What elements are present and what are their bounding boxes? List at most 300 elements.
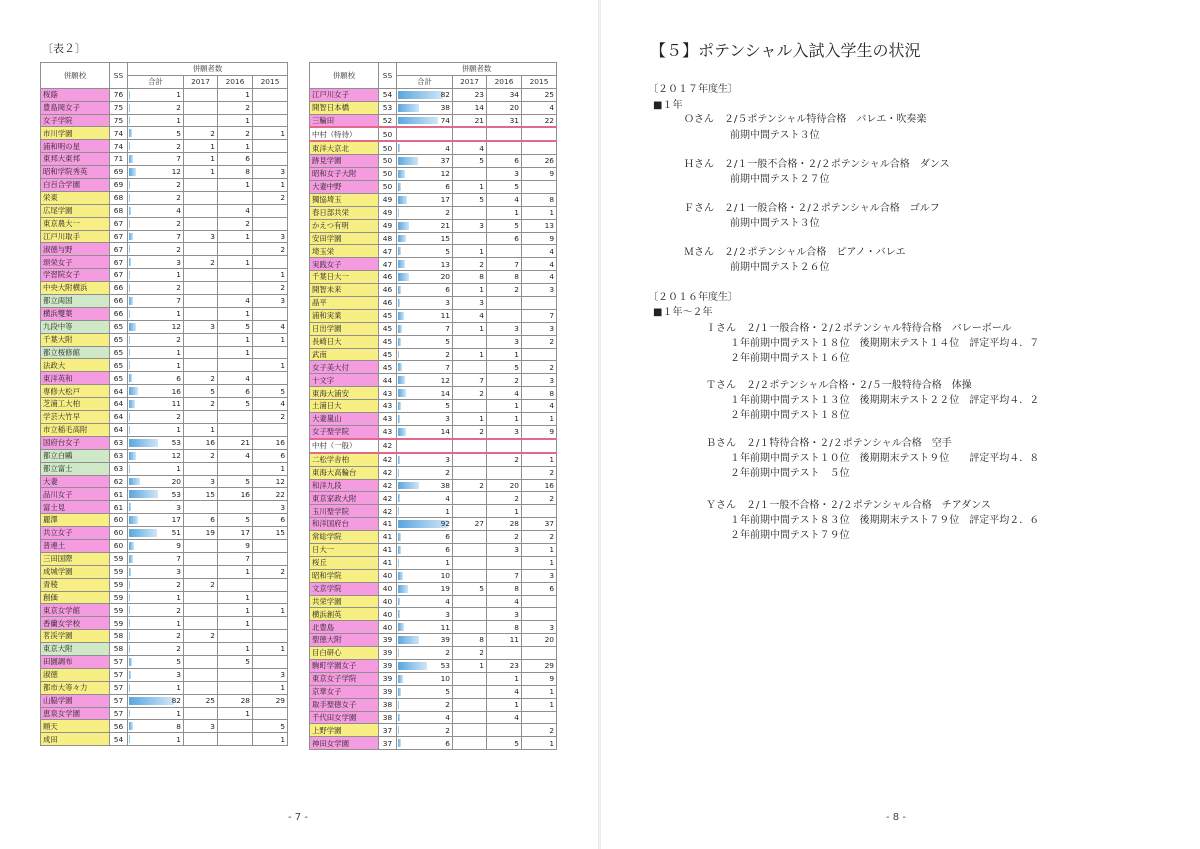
value-2017: 27 <box>453 518 487 531</box>
school-name: 三輪田 <box>310 114 379 127</box>
value-2015: 2 <box>522 724 557 737</box>
value-2017 <box>453 737 487 750</box>
total-cell <box>397 400 453 413</box>
value-2016: 1 <box>218 256 253 269</box>
value-2016: 1 <box>218 591 253 604</box>
table-label: 〔表２〕 <box>42 42 86 55</box>
total-bar <box>129 568 131 576</box>
school-name: 武南 <box>310 348 379 361</box>
total-value: 12 <box>440 169 450 179</box>
value-2015 <box>522 297 557 310</box>
ss-value: 44 <box>379 374 397 387</box>
value-2017: 3 <box>184 230 218 243</box>
total-bar <box>398 363 402 371</box>
total-bar <box>129 735 130 743</box>
header-ss: SS <box>379 63 397 89</box>
table-row <box>310 685 557 698</box>
value-2017: 16 <box>184 436 218 449</box>
ss-value: 52 <box>379 114 397 127</box>
school-name: 晶平 <box>310 297 379 310</box>
value-2017 <box>184 88 218 101</box>
table-row <box>310 621 557 634</box>
value-2017 <box>453 492 487 505</box>
value-2017 <box>453 543 487 556</box>
ss-value: 59 <box>110 617 128 630</box>
total-bar <box>129 129 132 137</box>
table-row <box>310 595 557 608</box>
total-value: 1 <box>176 618 181 628</box>
ss-value: 45 <box>379 361 397 374</box>
value-2016: 1 <box>487 505 522 518</box>
total-cell <box>128 101 184 114</box>
ss-value: 67 <box>110 230 128 243</box>
value-2015: 1 <box>522 543 557 556</box>
school-name: 横浜雙葉 <box>41 307 110 320</box>
total-value: 2 <box>445 467 450 477</box>
total-cell <box>128 398 184 411</box>
table-body <box>310 88 557 749</box>
school-name: 浦和明の星 <box>41 140 110 153</box>
total-value: 3 <box>176 566 181 576</box>
total-value: 6 <box>445 738 450 748</box>
table-row <box>310 284 557 297</box>
header-2017: 2017 <box>453 75 487 88</box>
status-line: 前期中間テスト３位 <box>730 218 820 229</box>
value-2017 <box>453 698 487 711</box>
value-2015: 2 <box>253 191 288 204</box>
value-2015: 9 <box>522 168 557 181</box>
value-2016: 5 <box>218 320 253 333</box>
header-applicants: 併願者数 <box>128 63 288 76</box>
value-2015: 4 <box>522 258 557 271</box>
table-row <box>41 114 288 127</box>
total-bar <box>398 260 405 268</box>
status-line: 前期中間テスト２６位 <box>730 262 830 273</box>
total-cell <box>397 88 453 101</box>
value-2017: 2 <box>184 578 218 591</box>
total-value: 2 <box>445 648 450 658</box>
value-2017 <box>184 707 218 720</box>
status-line: Ｙさん ２/１一般不合格・２/２ポテンシャル合格 チアダンス <box>706 500 991 511</box>
value-2017: 19 <box>184 527 218 540</box>
total-value: 74 <box>440 115 450 125</box>
value-2016: 9 <box>218 539 253 552</box>
ss-value: 47 <box>379 258 397 271</box>
ss-value: 41 <box>379 556 397 569</box>
total-bar <box>129 722 133 730</box>
school-name: 東京農大一 <box>41 217 110 230</box>
total-cell <box>397 711 453 724</box>
ss-value: 43 <box>379 413 397 426</box>
value-2017 <box>453 672 487 685</box>
value-2015: 29 <box>522 659 557 672</box>
value-2016 <box>487 297 522 310</box>
status-line: ２年前期中間テスト７９位 <box>730 530 850 541</box>
school-name: 都立富士 <box>41 462 110 475</box>
total-bar <box>398 312 404 320</box>
value-2015 <box>522 711 557 724</box>
value-2016: 4 <box>218 372 253 385</box>
status-line: １年前期中間テスト１０位 後期期末テスト９位 評定平均４．８ <box>730 453 1040 464</box>
table-row <box>41 475 288 488</box>
value-2016: 1 <box>218 307 253 320</box>
school-name: 東京女子学院 <box>310 672 379 685</box>
total-bar <box>129 220 130 228</box>
school-name: 北豊島 <box>310 621 379 634</box>
value-2015: 9 <box>522 425 557 438</box>
total-cell <box>397 284 453 297</box>
total-bar <box>398 456 400 464</box>
page-spine <box>598 0 601 849</box>
school-name: 順天 <box>41 720 110 733</box>
value-2015: 1 <box>522 698 557 711</box>
total-value: 12 <box>171 167 181 177</box>
ss-value: 43 <box>379 400 397 413</box>
value-2016: 6 <box>218 385 253 398</box>
total-value: 1 <box>176 270 181 280</box>
table-row <box>310 181 557 194</box>
value-2016: 2 <box>487 492 522 505</box>
value-2017: 2 <box>184 449 218 462</box>
total-cell <box>128 359 184 372</box>
total-bar <box>129 413 130 421</box>
ss-value: 64 <box>110 398 128 411</box>
value-2016: 1 <box>218 88 253 101</box>
ss-value: 57 <box>110 694 128 707</box>
total-value: 4 <box>445 143 450 153</box>
total-cell <box>128 655 184 668</box>
value-2015: 2 <box>253 243 288 256</box>
total-bar <box>129 542 134 550</box>
table-row <box>310 387 557 400</box>
value-2017: 5 <box>453 155 487 168</box>
ss-value: 69 <box>110 166 128 179</box>
ss-value: 63 <box>110 449 128 462</box>
school-name: 東京女学館 <box>41 604 110 617</box>
total-value: 6 <box>176 373 181 383</box>
total-cell <box>397 439 453 453</box>
total-value: 1 <box>176 682 181 692</box>
value-2017: 2 <box>453 387 487 400</box>
total-value: 82 <box>171 695 181 705</box>
total-bar <box>398 610 400 618</box>
total-bar <box>129 426 130 434</box>
value-2015: 8 <box>522 387 557 400</box>
total-bar <box>129 710 130 718</box>
ss-value: 59 <box>110 578 128 591</box>
value-2016: 1 <box>487 698 522 711</box>
total-bar <box>129 516 138 524</box>
total-cell <box>128 488 184 501</box>
ss-value: 42 <box>379 492 397 505</box>
school-name: 千葉大附 <box>41 333 110 346</box>
table-row <box>41 191 288 204</box>
value-2017 <box>184 307 218 320</box>
school-name: 淑徳 <box>41 668 110 681</box>
total-cell <box>128 681 184 694</box>
value-2016: 2 <box>218 217 253 230</box>
school-name: 京華女子 <box>310 685 379 698</box>
value-2017 <box>184 101 218 114</box>
value-2016: 3 <box>487 168 522 181</box>
value-2015: 1 <box>253 681 288 694</box>
value-2016: 2 <box>218 101 253 114</box>
ss-value: 59 <box>110 565 128 578</box>
total-bar <box>129 117 130 125</box>
value-2016 <box>487 141 522 154</box>
value-2016: 1 <box>218 565 253 578</box>
value-2015: 25 <box>522 88 557 101</box>
total-value: 17 <box>171 515 181 525</box>
table-row <box>310 206 557 219</box>
value-2015: 7 <box>522 309 557 322</box>
total-value: 39 <box>440 635 450 645</box>
total-cell <box>397 193 453 206</box>
total-value: 12 <box>440 375 450 385</box>
total-bar <box>129 503 131 511</box>
value-2016: 5 <box>487 737 522 750</box>
total-value: 5 <box>445 246 450 256</box>
total-value: 3 <box>176 257 181 267</box>
ss-value: 50 <box>379 155 397 168</box>
school-name: 開智未来 <box>310 284 379 297</box>
value-2015: 3 <box>522 374 557 387</box>
school-name: 法政大 <box>41 359 110 372</box>
value-2017 <box>453 127 487 141</box>
table-row <box>41 243 288 256</box>
value-2016 <box>218 359 253 372</box>
total-value: 13 <box>440 259 450 269</box>
value-2016 <box>218 411 253 424</box>
total-value: 38 <box>440 480 450 490</box>
total-bar <box>129 336 130 344</box>
table-row <box>41 320 288 333</box>
table-row <box>41 565 288 578</box>
ss-value: 37 <box>379 737 397 750</box>
school-name: 目白研心 <box>310 647 379 660</box>
value-2016 <box>218 501 253 514</box>
value-2017 <box>184 204 218 217</box>
total-value: 3 <box>445 414 450 424</box>
value-2017: 3 <box>184 320 218 333</box>
total-cell <box>128 617 184 630</box>
total-value: 2 <box>445 349 450 359</box>
school-name: 女子学院 <box>41 114 110 127</box>
table-row <box>41 411 288 424</box>
value-2015: 2 <box>253 411 288 424</box>
total-bar <box>398 714 400 722</box>
total-cell <box>397 141 453 154</box>
ss-value: 74 <box>110 127 128 140</box>
ss-value: 64 <box>110 385 128 398</box>
ss-value: 54 <box>110 733 128 746</box>
ss-value: 43 <box>379 387 397 400</box>
school-name: 国府台女子 <box>41 436 110 449</box>
ss-value: 41 <box>379 543 397 556</box>
value-2017: 2 <box>453 258 487 271</box>
total-cell <box>128 243 184 256</box>
school-name: 都立桜修館 <box>41 346 110 359</box>
school-name: 恵泉女学園 <box>41 707 110 720</box>
ss-value: 45 <box>379 322 397 335</box>
status-line: 前期中間テスト２７位 <box>730 174 830 185</box>
value-2017: 5 <box>453 193 487 206</box>
total-cell <box>397 634 453 647</box>
table-row <box>41 153 288 166</box>
value-2015 <box>522 348 557 361</box>
table-row <box>41 539 288 552</box>
total-bar <box>129 671 131 679</box>
value-2015: 6 <box>522 582 557 595</box>
status-line: Ｍさん ２/２ポテンシャル合格 ピアノ・バレエ <box>684 247 906 258</box>
total-cell <box>128 256 184 269</box>
value-2017: 1 <box>453 413 487 426</box>
value-2017 <box>184 333 218 346</box>
value-2015 <box>253 101 288 114</box>
total-cell <box>128 411 184 424</box>
total-cell <box>128 114 184 127</box>
status-line: Ｏさん ２/５ポテンシャル特待合格 バレエ・吹奏楽 <box>684 114 927 125</box>
total-cell <box>128 307 184 320</box>
table-row <box>41 694 288 707</box>
school-name: 中央大附横浜 <box>41 282 110 295</box>
total-value: 1 <box>176 708 181 718</box>
value-2016: 6 <box>487 232 522 245</box>
header-total: 合計 <box>128 75 184 88</box>
value-2017: 4 <box>453 309 487 322</box>
header-2015: 2015 <box>253 75 288 88</box>
value-2016: 11 <box>487 634 522 647</box>
table-row <box>41 127 288 140</box>
value-2016: 4 <box>218 204 253 217</box>
total-bar <box>398 636 419 644</box>
school-name: 春日部共栄 <box>310 206 379 219</box>
value-2016: 7 <box>218 552 253 565</box>
value-2017: 7 <box>453 374 487 387</box>
status-line: Ｈさん ２/１一般不合格・２/２ポテンシャル合格 ダンス <box>684 159 950 170</box>
table-row <box>310 141 557 154</box>
table-row <box>310 258 557 271</box>
school-name: 神田女学園 <box>310 737 379 750</box>
value-2015: 1 <box>253 179 288 192</box>
ranking-table-left <box>40 62 288 746</box>
total-value: 1 <box>176 347 181 357</box>
ss-value: 71 <box>110 153 128 166</box>
total-bar <box>129 258 131 266</box>
table-row <box>310 348 557 361</box>
table-row <box>41 140 288 153</box>
total-value: 20 <box>440 272 450 282</box>
status-line: １年前期中間テスト１８位 後期期末テスト１４位 評定平均４．７ <box>730 338 1040 349</box>
header-school: 併願校 <box>310 63 379 89</box>
school-name: 昭和学院秀英 <box>41 166 110 179</box>
total-bar <box>129 400 135 408</box>
school-name: 桜蔭 <box>41 88 110 101</box>
ss-value: 39 <box>379 672 397 685</box>
ranking-table-right <box>309 62 557 750</box>
total-bar <box>398 91 443 99</box>
total-bar <box>398 402 401 410</box>
ss-value: 49 <box>379 193 397 206</box>
value-2017 <box>453 453 487 466</box>
value-2017 <box>453 400 487 413</box>
table-row <box>41 514 288 527</box>
ss-value: 46 <box>379 284 397 297</box>
value-2016: 7 <box>487 258 522 271</box>
ss-value: 66 <box>110 282 128 295</box>
total-bar <box>129 439 158 447</box>
ss-value: 38 <box>379 698 397 711</box>
school-name: 大妻中野 <box>310 181 379 194</box>
table-row <box>41 707 288 720</box>
total-value: 7 <box>176 554 181 564</box>
school-name: 中村（一般） <box>310 439 379 453</box>
total-cell <box>397 168 453 181</box>
header-applicants: 併願者数 <box>397 63 557 76</box>
total-cell <box>128 604 184 617</box>
value-2016: 20 <box>487 101 522 114</box>
school-name: 学習院女子 <box>41 269 110 282</box>
total-value: 1 <box>176 734 181 744</box>
page-number-left: - 7 - <box>288 812 308 823</box>
status-line: Ｉさん ２/１一般合格・２/２ポテンシャル特待合格 バレーボール <box>706 323 1012 334</box>
school-name: 市立稲毛高附 <box>41 423 110 436</box>
school-name: 常総学院 <box>310 531 379 544</box>
value-2016: 8 <box>487 582 522 595</box>
total-bar <box>129 387 138 395</box>
value-2016: 1 <box>218 617 253 630</box>
value-2016: 2 <box>487 374 522 387</box>
total-bar <box>129 452 136 460</box>
school-name: 浦和実業 <box>310 309 379 322</box>
ss-value: 50 <box>379 168 397 181</box>
school-name: 富士見 <box>41 501 110 514</box>
total-cell <box>128 733 184 746</box>
value-2017: 2 <box>453 425 487 438</box>
value-2016: 1 <box>218 114 253 127</box>
ss-value: 46 <box>379 271 397 284</box>
school-name: 和洋国府台 <box>310 518 379 531</box>
total-bar <box>398 494 400 502</box>
total-bar <box>129 245 130 253</box>
total-value: 2 <box>176 283 181 293</box>
value-2015: 4 <box>522 101 557 114</box>
value-2016: 8 <box>487 271 522 284</box>
total-bar <box>129 594 130 602</box>
school-name: 東洋英和 <box>41 372 110 385</box>
value-2016: 6 <box>218 153 253 166</box>
table-row <box>310 634 557 647</box>
school-name: 横浜創英 <box>310 608 379 621</box>
table-row <box>41 578 288 591</box>
ss-value: 67 <box>110 256 128 269</box>
total-cell <box>397 309 453 322</box>
value-2017 <box>453 595 487 608</box>
total-bar <box>398 104 419 112</box>
total-value: 1 <box>176 592 181 602</box>
table-row <box>310 479 557 492</box>
total-cell <box>397 737 453 750</box>
school-name: 東邦大東邦 <box>41 153 110 166</box>
ss-value: 42 <box>379 453 397 466</box>
total-cell <box>397 206 453 219</box>
value-2015: 37 <box>522 518 557 531</box>
school-name: 安田学園 <box>310 232 379 245</box>
value-2015: 1 <box>253 462 288 475</box>
value-2017: 2 <box>453 479 487 492</box>
table-row <box>310 168 557 181</box>
total-value: 6 <box>445 532 450 542</box>
